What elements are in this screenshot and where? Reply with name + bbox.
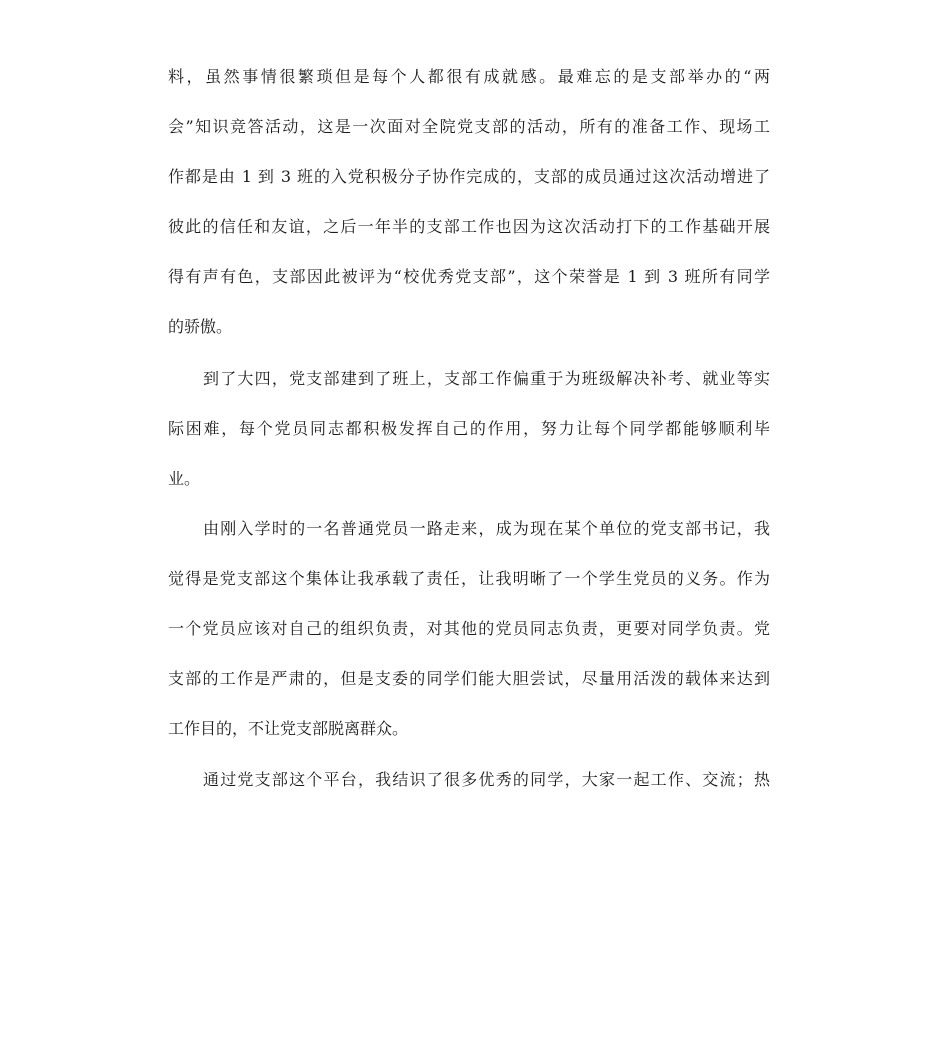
text-line: 一个党员应该对自己的组织负责，对其他的党员同志负责，更要对同学负责。党 xyxy=(168,619,770,638)
text-line: 工作目的，不让党支部脱离群众。 xyxy=(168,719,409,738)
text-line: 的骄傲。 xyxy=(168,317,233,336)
text-line: 会”知识竞答活动，这是一次面对全院党支部的活动，所有的准备工作、现场工 xyxy=(168,117,770,136)
paragraph-first-line: 通过党支部这个平台，我结识了很多优秀的同学，大家一起工作、交流；热 xyxy=(203,770,770,789)
text-line: 觉得是党支部这个集体让我承载了责任，让我明晰了一个学生党员的义务。作为 xyxy=(168,569,770,588)
text-line: 得有声有色，支部因此被评为“校优秀党支部”，这个荣誉是 1 到 3 班所有同学 xyxy=(168,267,770,286)
text-line: 际困难，每个党员同志都积极发挥自己的作用，努力让每个同学都能够顺利毕 xyxy=(168,419,770,438)
text-line: 作都是由 1 到 3 班的入党积极分子协作完成的，支部的成员通过这次活动增进了 xyxy=(168,167,770,186)
text-line: 料，虽然事情很繁琐但是每个人都很有成就感。最难忘的是支部举办的“两 xyxy=(168,67,770,86)
text-line: 支部的工作是严肃的，但是支委的同学们能大胆尝试，尽量用活泼的载体来达到 xyxy=(168,669,770,688)
text-line: 业。 xyxy=(168,469,201,488)
paragraph-first-line: 由刚入学时的一名普通党员一路走来，成为现在某个单位的党支部书记，我 xyxy=(203,519,770,538)
paragraph-first-line: 到了大四，党支部建到了班上，支部工作偏重于为班级解决补考、就业等实 xyxy=(203,369,770,388)
text-line: 彼此的信任和友谊，之后一年半的支部工作也因为这次活动打下的工作基础开展 xyxy=(168,217,770,236)
